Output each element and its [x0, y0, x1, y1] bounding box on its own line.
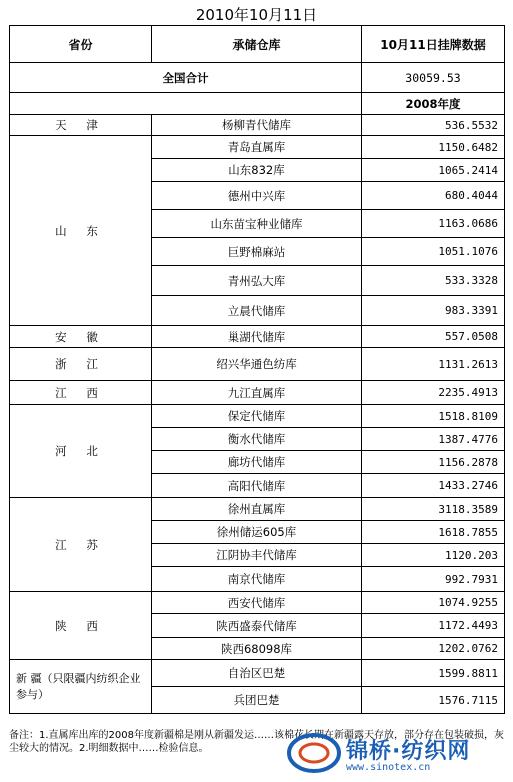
listing-value-cell: 2235.4913 [362, 381, 505, 405]
national-total-value: 30059.53 [362, 63, 505, 93]
table-row [10, 348, 505, 381]
site-watermark [286, 728, 508, 778]
warehouse-cell: 德州中兴库 [152, 182, 362, 210]
year-label: 2008年度 [362, 93, 505, 115]
table-row [10, 136, 505, 159]
warehouse-cell: 山东832库 [152, 159, 362, 182]
listing-value-cell: 1163.0686 [362, 210, 505, 238]
listing-value-cell: 1599.8811 [362, 660, 505, 687]
header-warehouse: 承储仓库 [152, 26, 362, 63]
year-row [10, 93, 505, 115]
warehouse-cell: 巢湖代储库 [152, 326, 362, 348]
warehouse-cell: 廊坊代储库 [152, 451, 362, 474]
listing-value-cell: 1202.0762 [362, 638, 505, 660]
listing-value-cell: 1131.2613 [362, 348, 505, 381]
warehouse-cell: 杨柳青代储库 [152, 115, 362, 136]
listing-value-cell: 557.0508 [362, 326, 505, 348]
warehouse-cell: 徐州直属库 [152, 498, 362, 521]
listing-value-cell: 1433.2746 [362, 474, 505, 498]
table-row [10, 326, 505, 348]
warehouse-cell: 巨野棉麻站 [152, 238, 362, 266]
listing-table [9, 25, 505, 714]
warehouse-cell: 自治区巴楚 [152, 660, 362, 687]
listing-value-cell: 536.5532 [362, 115, 505, 136]
listing-value-cell: 983.3391 [362, 296, 505, 326]
warehouse-cell: 绍兴华通色纺库 [152, 348, 362, 381]
province-cell: 江 西 [10, 381, 152, 405]
table-row [10, 405, 505, 428]
watermark-logo-icon [286, 728, 342, 778]
province-cell: 陕 西 [10, 592, 152, 660]
listing-value-cell: 1172.4493 [362, 614, 505, 638]
listing-value-cell: 1120.203 [362, 544, 505, 567]
listing-value-cell: 1051.1076 [362, 238, 505, 266]
listing-value-cell: 1618.7855 [362, 521, 505, 544]
warehouse-cell: 南京代储库 [152, 567, 362, 592]
warehouse-cell: 立晨代储库 [152, 296, 362, 326]
national-total-label: 全国合计 [10, 63, 362, 93]
listing-value-cell: 680.4044 [362, 182, 505, 210]
table-row [10, 115, 505, 136]
listing-value-cell: 1156.2878 [362, 451, 505, 474]
listing-value-cell: 533.3328 [362, 266, 505, 296]
national-total-row [10, 63, 505, 93]
warehouse-cell: 九江直属库 [152, 381, 362, 405]
warehouse-cell: 衡水代储库 [152, 428, 362, 451]
table-row [10, 592, 505, 614]
warehouse-cell: 青州弘大库 [152, 266, 362, 296]
listing-value-cell: 1074.9255 [362, 592, 505, 614]
table-row [10, 498, 505, 521]
warehouse-cell: 徐州储运605库 [152, 521, 362, 544]
table-row [10, 660, 505, 687]
listing-value-cell: 1387.4776 [362, 428, 505, 451]
listing-value-cell: 1518.8109 [362, 405, 505, 428]
province-cell: 山 东 [10, 136, 152, 326]
listing-value-cell: 1576.7115 [362, 687, 505, 714]
watermark-brand: 锦桥·纺织网 [346, 739, 471, 764]
province-cell: 河 北 [10, 405, 152, 498]
warehouse-cell: 保定代储库 [152, 405, 362, 428]
year-row-blank [10, 93, 362, 115]
listing-value-cell: 1065.2414 [362, 159, 505, 182]
listing-value-cell: 1150.6482 [362, 136, 505, 159]
province-cell: 浙 江 [10, 348, 152, 381]
warehouse-cell: 山东苗宝种业储库 [152, 210, 362, 238]
warehouse-cell: 高阳代储库 [152, 474, 362, 498]
header-listing: 10月11日挂牌数据 [362, 26, 505, 63]
warehouse-cell: 陕西盛泰代储库 [152, 614, 362, 638]
header-province: 省份 [10, 26, 152, 63]
warehouse-cell: 青岛直属库 [152, 136, 362, 159]
province-cell: 新 疆（只限疆内纺织企业参与） [10, 660, 152, 714]
warehouse-cell: 西安代储库 [152, 592, 362, 614]
footnote: 备注：1.直属库出库的2008年度新疆棉是刚从新疆发运……该棉花长期在新疆露天存放，部分存在包装破损，灰尘较大的情况。2.明细数据中……检验信息。 [9, 730, 504, 754]
warehouse-cell: 陕西68098库 [152, 638, 362, 660]
report-date-title: 2010年10月11日 [195, 6, 318, 24]
header-row [10, 26, 505, 63]
province-cell: 天 津 [10, 115, 152, 136]
listing-value-cell: 3118.3589 [362, 498, 505, 521]
watermark-url: www.sinotex.cn [346, 762, 431, 773]
province-cell: 江 苏 [10, 498, 152, 592]
warehouse-cell: 兵团巴楚 [152, 687, 362, 714]
province-cell: 安 徽 [10, 326, 152, 348]
table-row [10, 381, 505, 405]
listing-value-cell: 992.7931 [362, 567, 505, 592]
warehouse-cell: 江阴协丰代储库 [152, 544, 362, 567]
